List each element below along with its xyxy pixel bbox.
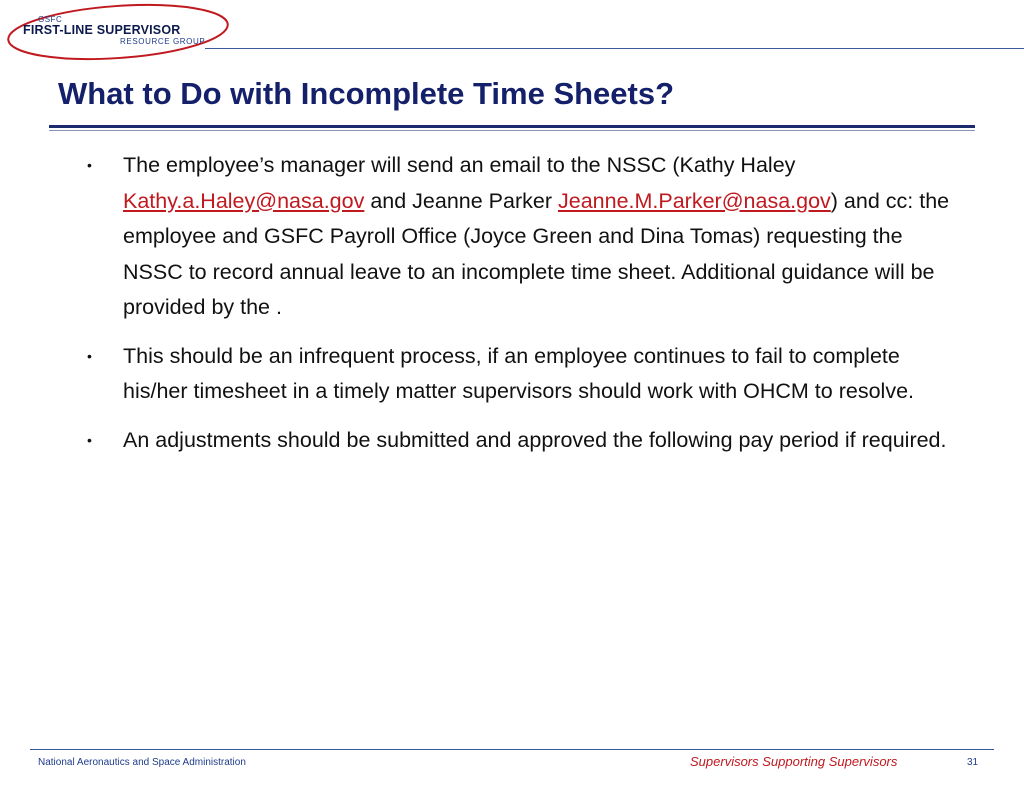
bullet-item-adjustments [85, 423, 965, 459]
footer-tagline: Supervisors Supporting Supervisors [690, 754, 898, 769]
email-link-kathy-haley[interactable]: Kathy.a.Haley@nasa.gov [123, 188, 365, 213]
bullet-list [85, 148, 965, 471]
bullet-text: and Jeanne Parker [364, 188, 558, 213]
bullet-text: The employee’s manager will send an email to the NSSC (Kathy Haley [123, 153, 796, 177]
bullet-text: ) and cc: the employee and GSFC Payroll Office (Joyce Green and Dina Tomas) requesting the NSSC to record annual leave to an incomplete time sheet. Additional guidance will be provided by the . [123, 188, 950, 319]
title-rule-thin [49, 130, 975, 131]
bullet-item-email-nssc [85, 148, 965, 326]
logo-title: FIRST-LINE SUPERVISOR [23, 23, 181, 37]
footer-organization: National Aeronautics and Space Administration [38, 757, 246, 768]
bullet-item-infrequent-process [85, 339, 965, 410]
bullet-text: An adjustments should be submitted and approved the following pay period if required. [123, 427, 947, 452]
page-title: What to Do with Incomplete Time Sheets? [58, 76, 675, 111]
bullet-marker: • [87, 431, 92, 448]
bullet-marker: • [87, 347, 92, 364]
logo [0, 0, 240, 80]
logo-gsfc: GSFC [38, 15, 63, 24]
bullet-text: This should be an infrequent process, if an employee continues to fail to complete his/her timesheet in a timely matter supervisors should work with OHCM to resolve. [123, 343, 914, 403]
footer-divider [30, 749, 994, 750]
bullet-marker: • [87, 157, 92, 173]
email-link-jeanne-parker[interactable]: Jeanne.M.Parker@nasa.gov [557, 188, 831, 213]
header-divider [205, 48, 1024, 49]
logo-subtitle: RESOURCE GROUP [120, 37, 206, 46]
title-rule [49, 125, 975, 128]
page-number: 31 [967, 757, 979, 768]
